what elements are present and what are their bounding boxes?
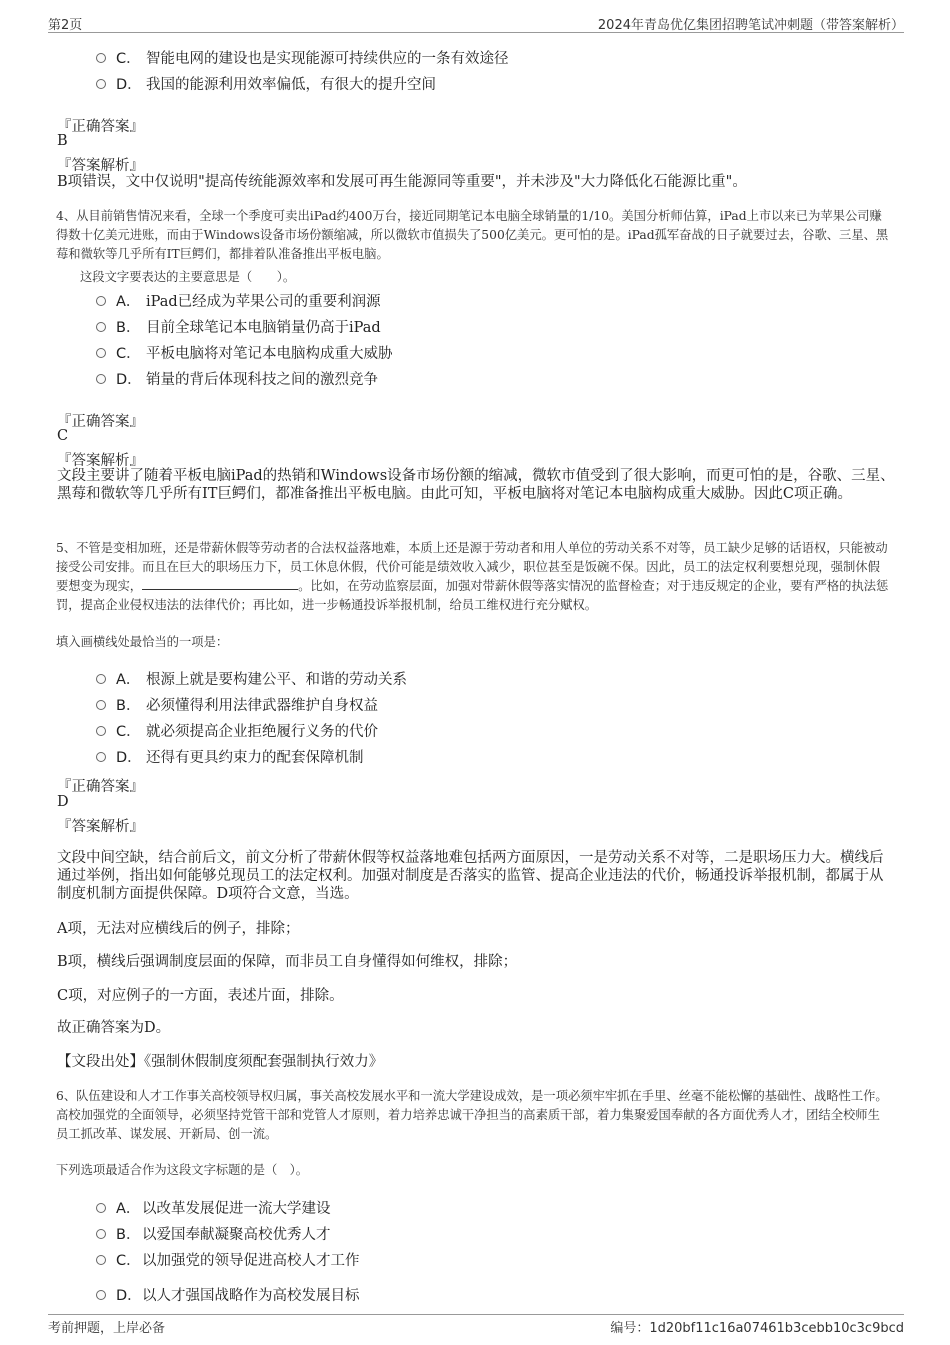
radio-icon[interactable] [96, 296, 106, 306]
radio-icon[interactable] [96, 79, 106, 89]
answer-label: 『正确答案』 [57, 414, 144, 430]
radio-icon[interactable] [96, 348, 106, 358]
analysis-text: B项，横线后强调制度层面的保障，而非员工自身懂得如何维权，排除； [57, 954, 518, 970]
analysis-label: 『答案解析』 [57, 453, 144, 469]
radio-icon[interactable] [96, 1203, 106, 1213]
q4-option-c[interactable]: C． 平板电脑将对笔记本电脑构成重大威胁 [96, 342, 393, 363]
radio-icon[interactable] [96, 53, 106, 63]
analysis-text: B项错误，文中仅说明"提高传统能源效率和发展可再生能源同等重要"，并未涉及"大力降低化石能源比重"。 [57, 174, 747, 190]
answer-label: 『正确答案』 [57, 779, 144, 795]
q4-option-d[interactable]: D． 销量的背后体现科技之间的激烈竞争 [96, 368, 378, 389]
q3-option-c[interactable]: C． 智能电网的建设也是实现能源可持续供应的一条有效途径 [96, 47, 509, 68]
q6-option-d[interactable]: D．以人才强国战略作为高校发展目标 [96, 1284, 360, 1305]
analysis-label: 『答案解析』 [57, 158, 144, 174]
q4-option-a[interactable]: A． iPad已经成为苹果公司的重要利润源 [96, 290, 381, 311]
question-stem: 6、队伍建设和人才工作事关高校领导权归属，事关高校发展水平和一流大学建设成效，是一项必须牢牢抓在手里、丝毫不能松懈的基础性、战略性工作。高校加强党的全面领导，必须坚持党管干部和党管人才原则，着力培养忠诚干净担当的高素质干部，着力集聚爱国奉献的各方面优秀人才，团结全校师生员工抓改革、谋发展、开新局、创一流。 [56, 1089, 888, 1141]
fill-blank [142, 577, 298, 590]
radio-icon[interactable] [96, 752, 106, 762]
radio-icon[interactable] [96, 1290, 106, 1300]
q6-option-c[interactable]: C．以加强党的领导促进高校人才工作 [96, 1249, 360, 1270]
radio-icon[interactable] [96, 322, 106, 332]
q5-option-b[interactable]: B． 必须懂得利用法律武器维护自身权益 [96, 694, 378, 715]
analysis-text: C项，对应例子的一方面，表述片面，排除。 [57, 988, 344, 1004]
analysis-text: A项，无法对应横线后的例子，排除； [57, 921, 300, 937]
answer-value: D [57, 794, 69, 810]
q6-option-a[interactable]: A． 以改革发展促进一流大学建设 [96, 1197, 331, 1218]
q6-option-b[interactable]: B． 以爱国奉献凝聚高校优秀人才 [96, 1223, 331, 1244]
question-prompt: 下列选项最适合作为这段文字标题的是（ ）。 [56, 1163, 309, 1177]
analysis-text: 故正确答案为D。 [57, 1020, 171, 1036]
analysis-text: 文段中间空缺，结合前后文，前文分析了带薪休假等权益落地难包括两方面原因，一是劳动关系不对等，二是职场压力大。横线后通过举例，指出如何能够兑现员工的法定权利。加强对制度是否落实的监管、提高企业违法的代价，畅通投诉举报机制，都属于从制度机制方面提供保障。D项符合文意，当选。 [57, 850, 884, 902]
source-citation: 【文段出处】《强制休假制度须配套强制执行效力》 [57, 1054, 384, 1070]
radio-icon[interactable] [96, 726, 106, 736]
q4-option-b[interactable]: B． 目前全球笔记本电脑销量仍高于iPad [96, 316, 381, 337]
question-prompt: 填入画横线处最恰当的一项是： [56, 635, 229, 649]
analysis-label: 『答案解析』 [57, 819, 144, 835]
page-number: 第2页 [48, 18, 83, 33]
question-stem: 4、从目前销售情况来看，全球一个季度可卖出iPad约400万台，接近同期笔记本电脑全球销量的1/10。美国分析师估算，iPad上市以来已为苹果公司赚得数十亿美元进账，而由于Windows设备市场份额缩减，所以微软市值损失了500亿美元。更可怕的是。iPad孤军奋战的日子就要过去，谷歌、三星、黑莓和微软等几乎所有IT巨鳄们，都排着队准备推出平板电脑。 [56, 209, 889, 261]
q3-option-d[interactable]: D． 我国的能源利用效率偏低，有很大的提升空间 [96, 73, 436, 94]
document-title: 2024年青岛优亿集团招聘笔试冲刺题（带答案解析） [597, 18, 904, 33]
page-header [48, 12, 904, 33]
footer-slogan: 考前押题，上岸必备 [48, 1321, 166, 1336]
q5-option-c[interactable]: C． 就必须提高企业拒绝履行义务的代价 [96, 720, 378, 741]
radio-icon[interactable] [96, 1229, 106, 1239]
q5-option-d[interactable]: D． 还得有更具约束力的配套保障机制 [96, 746, 364, 767]
analysis-text: 文段主要讲了随着平板电脑iPad的热销和Windows设备市场份额的缩减，微软市值受到了很大影响，而更可怕的是，谷歌、三星、黑莓和微软等几乎所有IT巨鳄们，都准备推出平板电脑。由此可知，平板电脑将对笔记本电脑构成重大威胁。因此C项正确。 [57, 468, 895, 502]
question-stem: 5、不管是变相加班，还是带薪休假等劳动者的合法权益落地难，本质上还是源于劳动者和用人单位的劳动关系不对等，员工缺少足够的话语权，只能被动接受公司安排。而且在巨大的职场压力下，员工休息休假，代价可能是绩效收入减少，职位甚至是饭碗不保。因此，员工的法定权利要想兑现，强制休假要想变为现实， 。比如，在劳动监察层面，加强对带薪休假等落实情况的监督检查；对于违反规定的企业，要有严格的执法惩罚，提高企业侵权违法的法律代价；再比如，进一步畅通投诉举报机制，给员工维权进行充分赋权。 [56, 541, 889, 612]
question-prompt: 这段文字要表达的主要意思是（ ）。 [80, 270, 296, 284]
q5-option-a[interactable]: A． 根源上就是要构建公平、和谐的劳动关系 [96, 668, 407, 689]
page-footer [48, 1314, 904, 1336]
answer-value: C [57, 428, 69, 444]
document-id: 编号：1d20bf11c16a07461b3cebb10c3c9bcd [610, 1321, 904, 1336]
radio-icon[interactable] [96, 374, 106, 384]
radio-icon[interactable] [96, 674, 106, 684]
answer-value: B [57, 133, 68, 149]
radio-icon[interactable] [96, 700, 106, 710]
answer-label: 『正确答案』 [57, 119, 144, 135]
radio-icon[interactable] [96, 1255, 106, 1265]
